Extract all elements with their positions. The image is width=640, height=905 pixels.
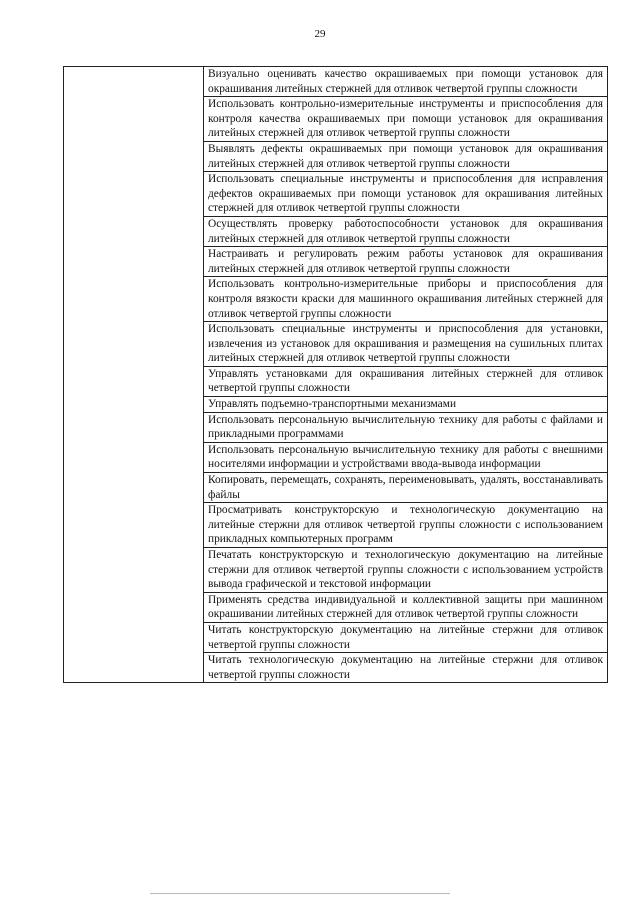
skill-item: Визуально оценивать качество окрашиваемых при помощи установок для окрашивания литейных стержней для отливок четвертой группы сложности [208, 68, 603, 95]
skill-item: Управлять подъемно-транспортными механизмами [208, 398, 457, 411]
left-column-cell [64, 67, 204, 683]
skill-item: Использовать персональную вычислительную технику для работы с файлами и прикладными программами [208, 413, 603, 441]
table-cell [204, 366, 608, 396]
table-cell [204, 141, 608, 171]
bottom-rule [150, 893, 450, 894]
table-cell [204, 503, 608, 548]
table-cell [204, 592, 608, 622]
table-cell [204, 548, 608, 593]
skill-item: Читать конструкторскую документацию на литейные стержни для отливок четвертой группы сложности [208, 623, 603, 651]
page-number: 29 [314, 28, 326, 40]
table-cell [204, 277, 608, 322]
skill-item: Просматривать конструкторскую и технологическую документацию на литейные стержни для отливок четвертой группы сложности с использованием прикладных компьютерных программ [208, 504, 603, 546]
table-cell [204, 442, 608, 472]
table-cell [204, 322, 608, 367]
skill-item: Читать технологическую документацию на литейные стержни для отливок четвертой группы сложности [208, 654, 603, 681]
table-cell [204, 247, 608, 277]
skill-item: Использовать контрольно-измерительные инструменты и приспособления для контроля качества окрашиваемых при помощи установок для окрашивания литейных стержней для отливок четвертой группы сложности [208, 98, 603, 140]
skills-table [63, 66, 608, 683]
table-cell [204, 67, 608, 97]
table-row [64, 67, 608, 97]
table-cell [204, 622, 608, 652]
skill-item: Использовать специальные инструменты и приспособления для исправления дефектов окрашиваемых при помощи установок для окрашивания литейных стержней для отливок четвертой группы сложности [208, 173, 603, 215]
table-cell [204, 172, 608, 217]
skills-table-body [64, 67, 608, 683]
skill-item: Настраивать и регулировать режим работы установок для окрашивания литейных стержней для отливок четвертой группы сложности [208, 248, 603, 275]
table-cell [204, 653, 608, 683]
table-cell [204, 473, 608, 503]
skill-item: Использовать специальные инструменты и приспособления для установки, извлечения из установок для окрашивания и размещения на сушильных плитах литейных стержней для отливок четвертой группы сложности [208, 323, 603, 365]
skill-item: Применять средства индивидуальной и коллективной защиты при машинном окрашивании литейных стержней для отливок четвертой группы сложности [208, 593, 603, 621]
skill-item: Использовать персональную вычислительную технику для работы с внешними носителями информации и устройствами ввода-вывода информации [208, 443, 603, 471]
skill-item: Осуществлять проверку работоспособности установок для окрашивания литейных стержней для отливок четвертой группы сложности [208, 217, 603, 245]
skill-item: Использовать контрольно-измерительные приборы и приспособления для контроля вязкости краски для машинного окрашивания литейных стержней для отливок четвертой группы сложности [208, 278, 603, 320]
table-cell [204, 412, 608, 442]
table-cell [204, 216, 608, 246]
skill-item: Печатать конструкторскую и технологическую документацию на литейные стержни для отливок четвертой группы сложности с использованием устройств вывода графической и текстовой информации [208, 549, 603, 591]
table-cell [204, 97, 608, 142]
table-cell [204, 397, 608, 413]
skill-item: Управлять установками для окрашивания литейных стержней для отливок четвертой группы сложности [208, 367, 603, 395]
skill-item: Копировать, перемещать, сохранять, переименовывать, удалять, восстанавливать файлы [208, 474, 603, 501]
skill-item: Выявлять дефекты окрашиваемых при помощи установок для окрашивания литейных стержней для отливок четвертой группы сложности [208, 142, 603, 170]
